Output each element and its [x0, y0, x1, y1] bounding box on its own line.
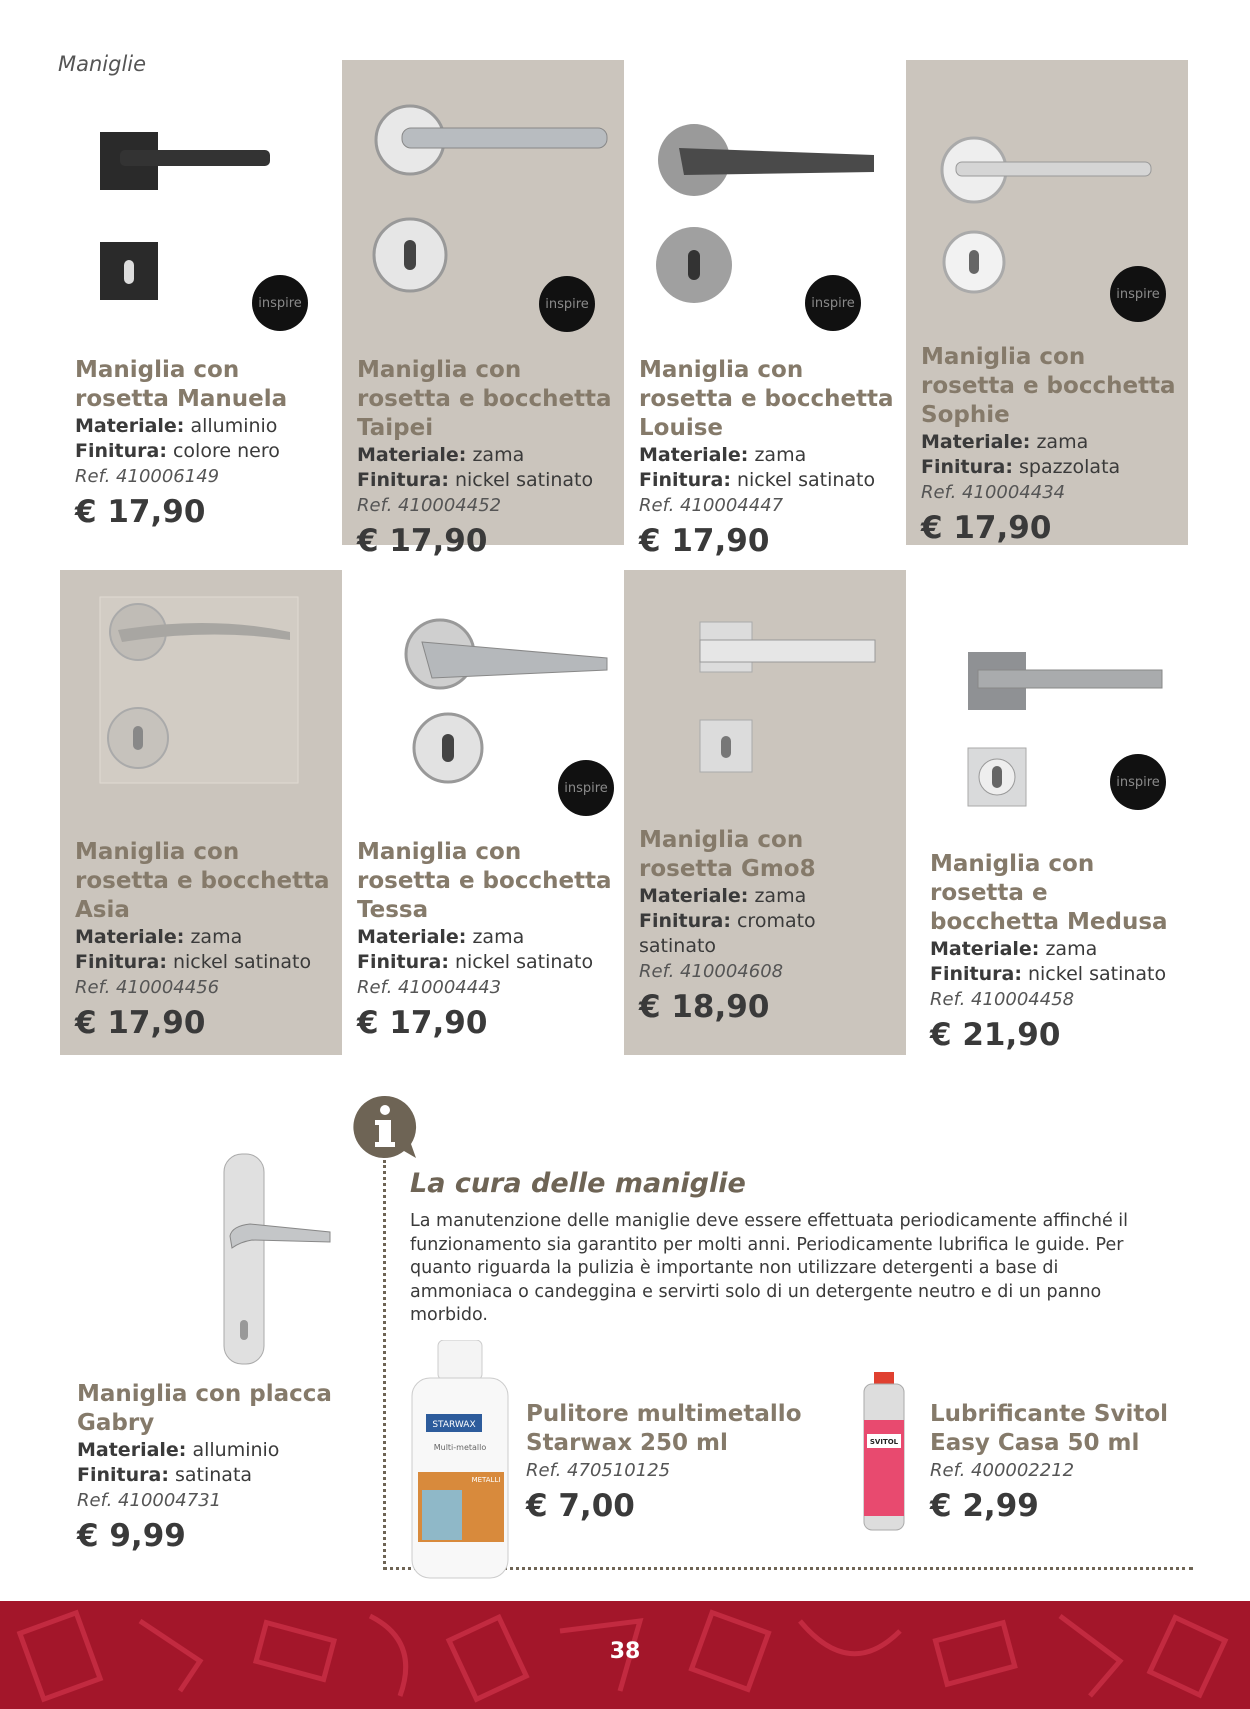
materiale-label: Materiale: — [77, 1439, 187, 1461]
page-number: 38 — [609, 1639, 641, 1664]
materiale-label: Materiale: — [357, 444, 467, 466]
materiale-label: Materiale: — [75, 415, 185, 437]
finitura-value: nickel satinato — [172, 951, 312, 973]
finitura-value: nickel satinato — [1027, 963, 1167, 985]
product-title: Lubrificante Svitol Easy Casa 50 ml — [930, 1401, 1169, 1456]
product-card-manuela[interactable] — [60, 60, 342, 545]
finitura-value: nickel satinato — [454, 469, 594, 491]
inspire-badge: inspire — [558, 760, 614, 816]
materiale-value: zama — [1036, 431, 1089, 453]
finitura-value: spazzolata — [1018, 456, 1121, 478]
product-price: € 17,90 — [357, 523, 488, 559]
handle-image — [624, 570, 906, 840]
inspire-badge: inspire — [539, 276, 595, 332]
product-price: € 17,90 — [357, 1005, 488, 1041]
section-label: Maniglie — [58, 52, 147, 76]
product-card-gabry[interactable] — [60, 1140, 360, 1580]
finitura-label: Finitura: — [921, 456, 1013, 478]
finitura-label: Finitura: — [77, 1464, 169, 1486]
product-title: Maniglia con rosetta e bocchetta Louise — [639, 357, 894, 441]
product-title: Maniglia con placca Gabry — [77, 1381, 332, 1436]
finitura-value: nickel satinato — [736, 469, 876, 491]
materiale-value: zama — [472, 444, 525, 466]
info-title: La cura delle maniglie — [410, 1168, 746, 1199]
product-price: € 17,90 — [75, 1005, 206, 1041]
footer-banner — [0, 1601, 1250, 1709]
product-ref: Ref. 410004447 — [639, 495, 784, 516]
product-price: € 18,90 — [639, 989, 770, 1025]
product-title: Maniglia con rosetta e bocchetta Tessa — [357, 839, 612, 923]
product-ref: Ref. 470510125 — [526, 1460, 671, 1481]
product-starwax[interactable] — [408, 1340, 828, 1580]
materiale-value: alluminio — [190, 415, 278, 437]
bottle-image — [408, 1340, 513, 1580]
product-svitol[interactable] — [858, 1372, 1188, 1532]
info-text: La manutenzione delle maniglie deve essere effettuata periodicamente affinché il funzionamento sia garantito per molti anni. Periodicamente lubrifica le guide. Per quanto riguarda la pulizia è importante non utilizzare detergenti a base di ammoniaca o candeggina e servirti solo di un detergente neutro e di un panno morbido. — [410, 1211, 1128, 1325]
materiale-value: alluminio — [192, 1439, 280, 1461]
product-title: Maniglia con rosetta e bocchetta Taipei — [357, 357, 612, 441]
materiale-label: Materiale: — [639, 444, 749, 466]
product-title: Pulitore multimetallo Starwax 250 ml — [526, 1401, 802, 1456]
product-card-tessa[interactable] — [342, 570, 624, 1055]
materiale-label: Materiale: — [357, 926, 467, 948]
finitura-label: Finitura: — [930, 963, 1022, 985]
bottle-brand: STARWAX — [432, 1420, 476, 1430]
product-ref: Ref. 410004608 — [639, 961, 784, 982]
materiale-value: zama — [1045, 938, 1098, 960]
handle-image — [140, 1140, 340, 1370]
product-price: € 2,99 — [930, 1488, 1039, 1524]
finitura-value: satinata — [174, 1464, 253, 1486]
finitura-label: Finitura: — [75, 951, 167, 973]
materiale-value: zama — [754, 444, 807, 466]
product-card-sophie[interactable] — [906, 60, 1188, 545]
inspire-badge: inspire — [805, 275, 861, 331]
product-title: Maniglia con rosetta e bocchetta Medusa — [930, 851, 1168, 935]
finitura-value: colore nero — [172, 440, 280, 462]
product-ref: Ref. 410004458 — [930, 989, 1075, 1010]
product-card-medusa[interactable] — [906, 570, 1188, 1055]
product-card-taipei[interactable] — [342, 60, 624, 559]
materiale-value: zama — [754, 885, 807, 907]
product-ref: Ref. 400002212 — [930, 1460, 1075, 1481]
product-ref: Ref. 410004434 — [921, 482, 1066, 503]
spray-can-image — [858, 1372, 910, 1532]
product-ref: Ref. 410004731 — [77, 1490, 222, 1511]
product-card-gmo8[interactable] — [624, 570, 906, 1055]
product-title: Maniglia con rosetta e bocchetta Sophie — [921, 344, 1176, 428]
product-ref: Ref. 410004443 — [357, 977, 502, 998]
can-brand: SVITOL — [869, 1438, 899, 1446]
inspire-badge: inspire — [1110, 266, 1166, 322]
product-price: € 17,90 — [921, 510, 1052, 546]
finitura-label: Finitura: — [75, 440, 167, 462]
finitura-label: Finitura: — [639, 469, 731, 491]
product-ref: Ref. 410004456 — [75, 977, 220, 998]
finitura-value: cromato satinato — [639, 910, 816, 957]
materiale-label: Materiale: — [639, 885, 749, 907]
product-ref: Ref. 410004452 — [357, 495, 502, 516]
info-icon — [352, 1094, 418, 1160]
finitura-label: Finitura: — [639, 910, 731, 932]
handle-image — [624, 60, 906, 330]
finitura-label: Finitura: — [357, 951, 449, 973]
product-price: € 7,00 — [526, 1488, 635, 1524]
bottle-text: Multi-metallo — [433, 1443, 487, 1452]
product-price: € 17,90 — [639, 523, 770, 559]
handle-image — [60, 570, 342, 840]
product-card-asia[interactable] — [60, 570, 342, 1055]
materiale-label: Materiale: — [930, 938, 1040, 960]
product-card-louise[interactable] — [624, 60, 906, 559]
product-title: Maniglia con rosetta Manuela — [75, 357, 288, 412]
finitura-value: nickel satinato — [454, 951, 594, 973]
product-price: € 9,99 — [77, 1518, 186, 1554]
product-price: € 21,90 — [930, 1017, 1061, 1053]
inspire-badge: inspire — [1110, 754, 1166, 810]
materiale-value: zama — [472, 926, 525, 948]
product-ref: Ref. 410006149 — [75, 466, 220, 487]
finitura-label: Finitura: — [357, 469, 449, 491]
materiale-value: zama — [190, 926, 243, 948]
product-title: Maniglia con rosetta e bocchetta Asia — [75, 839, 330, 923]
inspire-badge: inspire — [252, 275, 308, 331]
bottle-label: METALLI — [471, 1476, 501, 1484]
product-price: € 17,90 — [75, 494, 206, 530]
product-title: Maniglia con rosetta Gmo8 — [639, 827, 816, 882]
materiale-label: Materiale: — [75, 926, 185, 948]
materiale-label: Materiale: — [921, 431, 1031, 453]
